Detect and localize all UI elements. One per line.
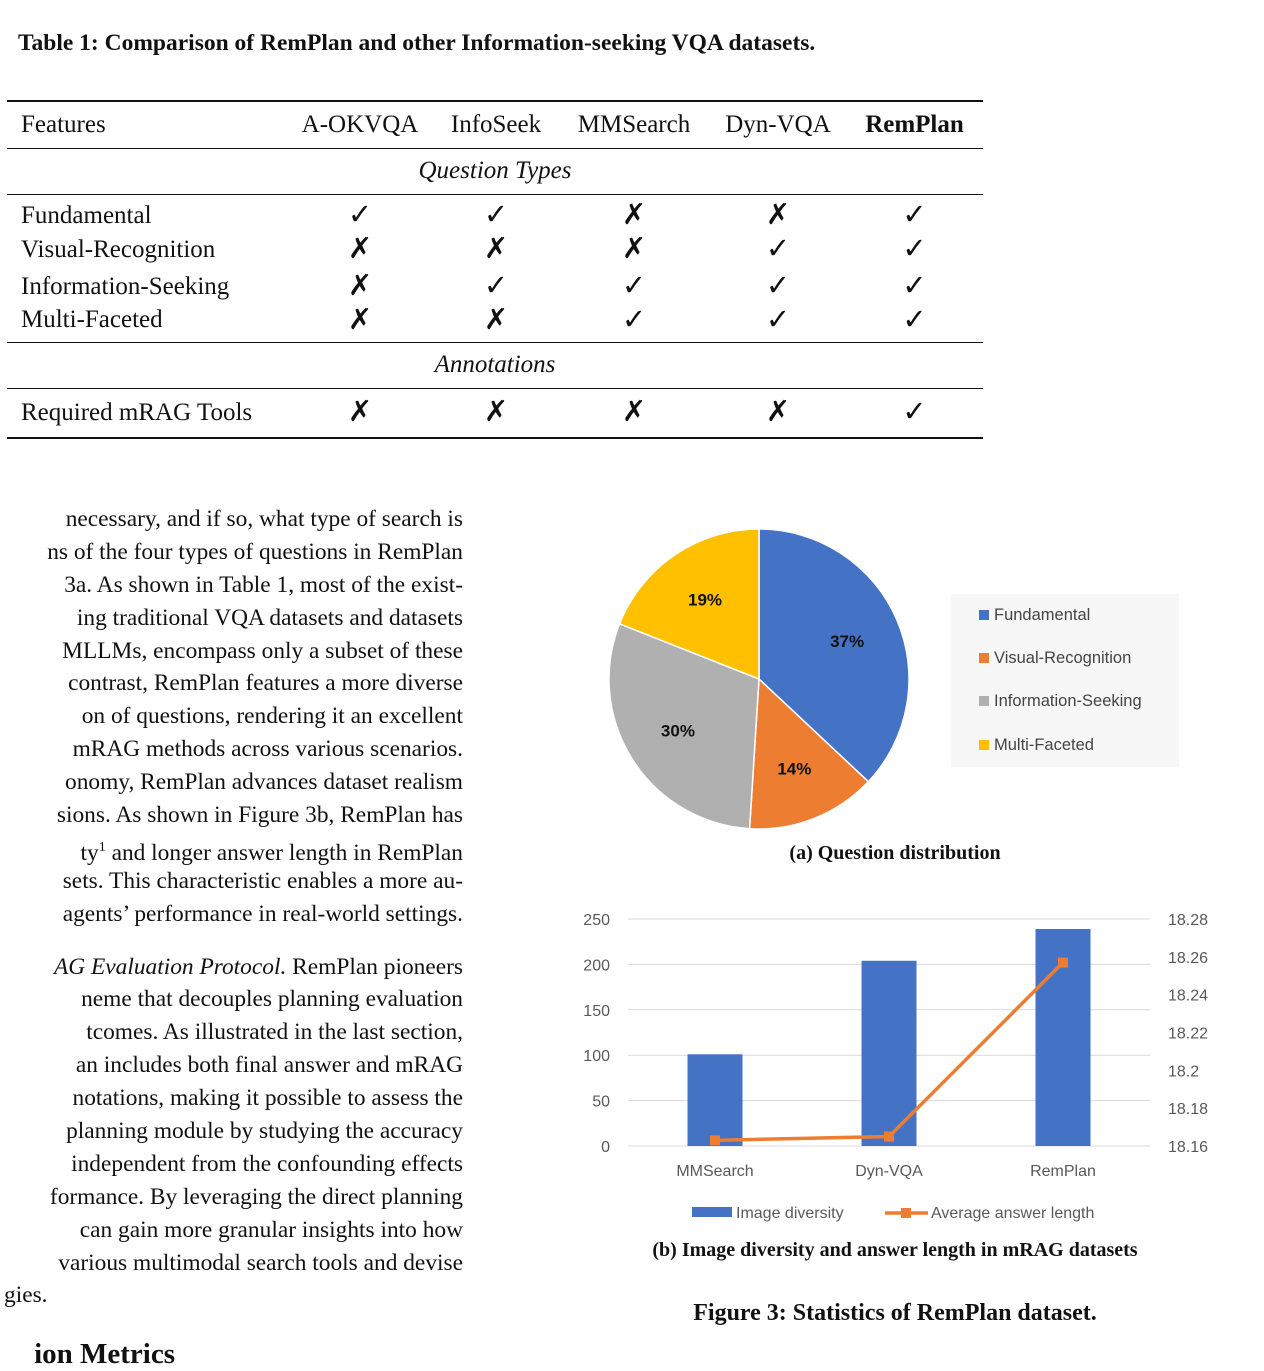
line-point	[710, 1135, 720, 1145]
legend-item-visual-recognition	[979, 649, 1131, 668]
text-line: sets. This characteristic enables a more au-	[62, 867, 463, 894]
text-line: on of questions, rendering it an excellent	[81, 703, 463, 730]
mark-cell: ✓	[902, 270, 927, 302]
mark-cell: ✗	[347, 303, 373, 336]
legend-swatch-bar	[692, 1207, 732, 1217]
legend-item-fundamental	[979, 606, 1090, 625]
section-heading-partial: ion Metrics	[34, 1338, 175, 1370]
text-line: neme that decouples planning evaluation	[81, 986, 463, 1013]
paragraph-title: AG Evaluation Protocol.	[53, 953, 287, 980]
mark-cell: ✗	[621, 199, 647, 232]
mark-cell: ✓	[902, 199, 927, 232]
legend-label-average-answer-length: Average answer length	[931, 1205, 1095, 1222]
feature-label: Fundamental	[21, 201, 152, 229]
text-line: various multimodal search tools and devise	[58, 1249, 463, 1276]
mark-cell: ✗	[347, 233, 373, 265]
y-tick-label: 50	[592, 1093, 610, 1111]
pie-data-label: 14%	[777, 759, 812, 779]
text-fragment: ty	[80, 839, 99, 865]
subfigure-caption-b: (b) Image diversity and answer length in mRAG datasets	[652, 1239, 1138, 1261]
text-line: an includes both final answer and mRAG	[75, 1052, 463, 1079]
text-line: onomy, RemPlan advances dataset realism	[65, 769, 463, 796]
x-tick-label: Dyn-VQA	[855, 1163, 923, 1180]
pie-data-label: 30%	[660, 721, 695, 741]
mark-cell: ✓	[621, 270, 647, 302]
mark-cell: ✓	[765, 233, 791, 265]
table-row	[7, 231, 983, 268]
legend-label: Multi-Faceted	[994, 736, 1094, 754]
mark-cell: ✗	[483, 396, 509, 429]
y2-tick-label: 18.26	[1168, 949, 1209, 967]
text-line: formance. By leveraging the direct planning	[49, 1183, 463, 1210]
combo-chart	[560, 895, 1240, 1230]
footnote-marker: 1	[98, 839, 106, 855]
feature-label: Required mRAG Tools	[21, 398, 253, 426]
comparison-table	[7, 100, 983, 439]
y2-tick-label: 18.24	[1168, 987, 1209, 1005]
text-line: can gain more granular insights into how	[79, 1216, 463, 1243]
pie-data-label: 19%	[688, 590, 723, 610]
mark-cell: ✗	[765, 396, 791, 429]
section-row-annotations	[7, 342, 983, 388]
header-dyn-vqa: Dyn-VQA	[725, 110, 831, 138]
y-tick-label: 250	[583, 912, 610, 929]
table-row	[7, 388, 983, 438]
mark-cell: ✓	[765, 270, 791, 302]
header-infoseek: InfoSeek	[450, 110, 542, 138]
text-fragment: RemPlan pioneers	[286, 953, 463, 980]
pie-data-label: 37%	[830, 631, 865, 651]
line-point	[1058, 958, 1068, 968]
text-line	[0, 951, 463, 984]
mark-cell: ✓	[347, 199, 373, 232]
header-mmsearch: MMSearch	[577, 110, 691, 138]
text-line: tcomes. As illustrated in the last section,	[86, 1019, 463, 1046]
mark-cell: ✗	[621, 396, 647, 429]
y2-tick-label: 18.18	[1168, 1101, 1209, 1119]
y-tick-label: 150	[583, 1002, 610, 1020]
mark-cell: ✓	[902, 233, 927, 265]
mark-cell: ✓	[765, 303, 791, 336]
y2-tick-label: 18.2	[1168, 1063, 1200, 1081]
feature-label: Information-Seeking	[21, 272, 230, 300]
header-a-okvqa: A-OKVQA	[301, 110, 419, 138]
legend-label: Information-Seeking	[994, 692, 1142, 710]
table-header-row	[7, 101, 983, 148]
table-row	[7, 305, 983, 342]
text-line: gies.	[4, 1282, 48, 1309]
table-caption: Table 1: Comparison of RemPlan and other Information-seeking VQA datasets.	[18, 30, 816, 56]
mark-cell: ✗	[483, 233, 509, 265]
text-line: notations, making it possible to assess the	[72, 1085, 463, 1112]
table-row	[7, 268, 983, 305]
legend-swatch	[979, 610, 989, 620]
legend-swatch	[979, 653, 989, 663]
legend-swatch	[979, 696, 989, 706]
mark-cell: ✓	[621, 303, 647, 336]
legend-label: Visual-Recognition	[994, 649, 1132, 667]
legend-item-multi-faceted	[979, 736, 1094, 755]
figure-caption: Figure 3: Statistics of RemPlan dataset.	[693, 1300, 1097, 1326]
header-features: Features	[21, 110, 106, 138]
y-tick-label: 0	[601, 1139, 610, 1156]
legend-label-image-diversity: Image diversity	[736, 1205, 844, 1222]
line-point	[884, 1132, 894, 1142]
mark-cell: ✗	[347, 396, 373, 429]
y2-tick-label: 18.28	[1168, 912, 1209, 929]
text-line: agents’ performance in real-world settings.	[62, 900, 463, 927]
x-tick-label: MMSearch	[676, 1163, 754, 1180]
legend-item-information-seeking	[979, 692, 1142, 711]
header-remplan: RemPlan	[865, 110, 964, 138]
feature-label: Multi-Faceted	[21, 306, 163, 334]
text-line: sions. As shown in Figure 3b, RemPlan has	[56, 802, 463, 829]
mark-cell: ✓	[902, 303, 927, 336]
section-title: Annotations	[7, 342, 983, 388]
table-row	[7, 194, 983, 231]
text-line: planning module by studying the accuracy	[66, 1118, 463, 1145]
mark-cell: ✗	[347, 270, 373, 302]
text-line: ing traditional VQA datasets and datasets	[76, 604, 463, 631]
legend-swatch-marker	[901, 1208, 911, 1218]
legend-swatch	[979, 740, 989, 750]
y-tick-label: 200	[583, 957, 610, 975]
body-text	[0, 503, 463, 1312]
text-fragment: and longer answer length in RemPlan	[105, 839, 463, 865]
pie-legend	[951, 594, 1179, 767]
feature-label: Visual-Recognition	[21, 235, 216, 263]
subfigure-caption-a: (a) Question distribution	[789, 842, 1001, 864]
y2-tick-label: 18.22	[1168, 1025, 1209, 1043]
y2-tick-label: 18.16	[1168, 1139, 1209, 1156]
text-line: ns of the four types of questions in RemPlan	[47, 538, 463, 565]
y-tick-label: 100	[583, 1048, 610, 1066]
text-line: MLLMs, encompass only a subset of these	[62, 637, 463, 664]
x-tick-label: RemPlan	[1030, 1163, 1096, 1180]
text-line: mRAG methods across various scenarios.	[72, 736, 463, 763]
text-line: necessary, and if so, what type of search is	[65, 506, 463, 532]
text-line: contrast, RemPlan features a more diverse	[68, 670, 463, 697]
text-line: independent from the confounding effects	[71, 1150, 463, 1177]
mark-cell: ✗	[483, 303, 509, 336]
text-line	[0, 832, 463, 865]
mark-cell: ✗	[765, 199, 791, 232]
section-title: Question Types	[7, 148, 983, 194]
section-row-question-types	[7, 148, 983, 194]
mark-cell: ✗	[621, 233, 647, 265]
mark-cell: ✓	[483, 270, 509, 302]
legend-label: Fundamental	[994, 606, 1091, 624]
mark-cell: ✓	[483, 199, 509, 232]
bar-image-diversity	[688, 1054, 743, 1146]
mark-cell: ✓	[902, 396, 927, 429]
text-line: 3a. As shown in Table 1, most of the exist-	[64, 571, 463, 598]
pie-chart	[596, 515, 926, 845]
